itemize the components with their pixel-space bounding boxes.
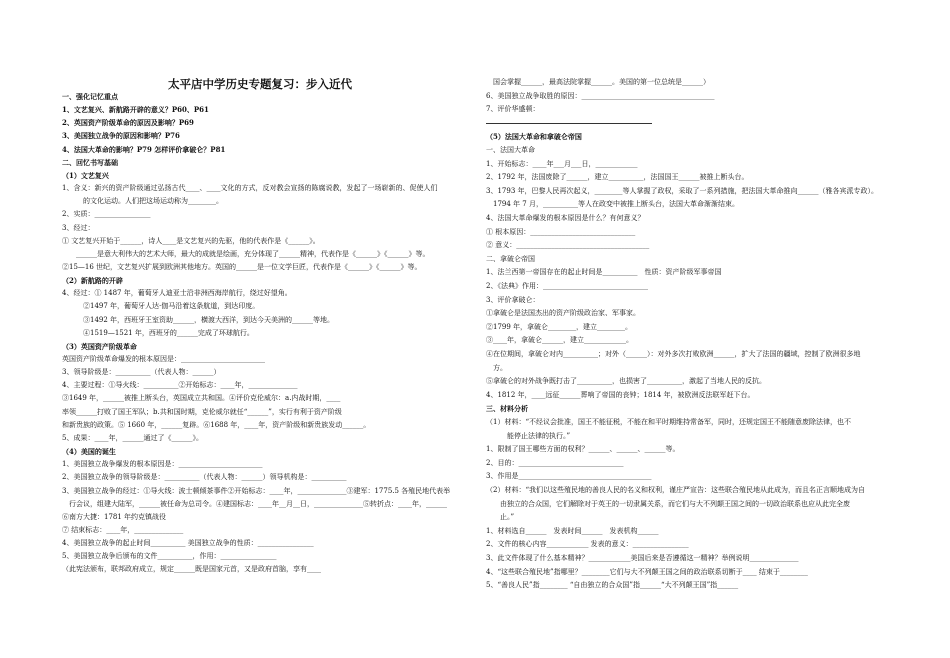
right-line: ②1799 年，拿破仑________，建立________。 <box>486 322 633 331</box>
left-line: 2、实质：________________ <box>62 210 151 219</box>
left-line: 1、含义：新兴的资产阶级通过弘扬古代____、____文化的方式，反对教会宣扬的陈腐说教，发起了一场崭新的、促使人们 <box>62 184 438 193</box>
left-line: ______是意大利伟大的艺术大师，最大的成就是绘画，充分体现了______精神，代表作是《______》《______》等。 <box>62 249 430 258</box>
left-line: 二、回忆书写基础 <box>62 157 118 167</box>
answer-underline <box>486 123 652 124</box>
right-line: 4、法国大革命爆发的根本原因是什么？有何意义？ <box>486 214 645 222</box>
right-line: （1）材料：“不经议会批准，国王不能征税，不能在和平时期维持常备军，同时，还规定国王不能随意废除法律，也不 <box>486 418 852 426</box>
left-line: ②15—16 世纪，文艺复兴扩展到欧洲其他地方。英国的______是一位文学巨匠，代表作是《______》《______》等。 <box>62 262 422 271</box>
left-line: 英国资产阶级革命爆发的根本原因是：________________________ <box>62 355 265 363</box>
left-line: ④1519—1521 年，西班牙的______完成了环球航行。 <box>62 328 254 337</box>
right-line: ② 意义：______________________________________ <box>486 241 650 250</box>
left-line: 3、美国独立战争的经过：①导火线：波士顿倾茶事件②开始标志：____年，______________③建军：1775.5 各殖民地代表举 <box>62 486 451 495</box>
right-line: 3、作用是______________________________________ <box>486 472 652 481</box>
right-line: 4、1812 年，____远征______葬响了帝国的丧钟；1814 年，被欧洲反法联军赶下台。 <box>486 390 755 399</box>
page-title: 太平店中学历史专题复习：步入近代 <box>168 77 352 91</box>
left-line: 4、美国独立战争的起止时间__________ 美国独立战争的性质：________________ <box>62 539 314 548</box>
right-line: 2、1792 年，法国废除了______，建立__________，法国国王______被推上断头台。 <box>486 173 749 182</box>
left-line: （4）美国的诞生 <box>62 447 116 457</box>
left-line: ③1649 年，______被推上断头台，英国成立共和国。④评价克伦威尔：a.内战时期，____ <box>62 394 341 403</box>
right-line: 3、1793 年，巴黎人民再次起义，________等人掌握了政权，采取了一系列措施，把法国大革命推向______（雅各宾派专政）。 <box>486 186 878 195</box>
right-line: ①拿破仑是法国杰出的资产阶级政治家、军事家。 <box>486 309 640 318</box>
left-line: 率领______打败了国王军队；b.共和国时期，克伦威尔就任“______”，实行有利于资产阶级 <box>62 407 342 416</box>
right-line: （2）材料：“我们以这些殖民地的善良人民的名义和权利，谨庄严宣告：这些联合殖民地从此成为，而且名正言顺地成为自 <box>486 486 866 494</box>
left-line: 3、经过： <box>62 223 95 232</box>
right-line: 三、材料分析 <box>486 404 528 414</box>
right-line: 能停止法律的执行。” <box>486 431 571 440</box>
right-line: 1、限制了国王哪些方面的权利？______、______、______等。 <box>486 445 680 454</box>
right-line: ① 根本原因：______________________________ <box>486 227 636 236</box>
right-line: 国会掌握______，最高法院掌握______。美国的第一位总统是______） <box>486 78 710 86</box>
right-line: 1794 年 7 月，__________等人在政变中被推上断头台，法国大革命渐渐结束。 <box>486 200 739 209</box>
left-line: 5、成果：____年，______通过了《______》。 <box>62 433 203 442</box>
left-line: ⑦ 结束标志：____年，______________ <box>62 525 184 534</box>
right-line: 方。 <box>486 363 507 372</box>
left-line: 的文化运动。人们把这场运动称为________。 <box>62 197 223 206</box>
right-line: （5）法国大革命和拿破仑帝国 <box>486 132 582 142</box>
right-line: 1、法兰西第一帝国存在的起止时间是__________ 性质：资产阶级军事帝国 <box>486 268 722 277</box>
left-line: （3）英国资产阶级革命 <box>62 341 137 351</box>
left-line: 一、强化记忆重点 <box>62 92 118 101</box>
left-line: 3、领导阶级是：__________（代表人物：______） <box>62 368 221 377</box>
left-line: ③1492 年，西班牙王室资助______，横渡大西洋，到达今天美洲的______等地。 <box>62 315 335 324</box>
left-line: 3、美国独立战争的原因和影响？P76 <box>62 131 180 141</box>
right-line: 1、开始标志：____年___月___日，____________ <box>486 159 638 168</box>
right-line: 止。” <box>486 513 515 522</box>
right-line: ③____年，拿破仑______，建立____________。 <box>486 336 633 345</box>
right-line: 2、文件的核心内容____________ 发表的意义：________________ <box>486 540 689 549</box>
right-line: 1、材料选自______ 发表时间______ 发表机构______ <box>486 526 659 535</box>
right-line: 6、美国独立战争取胜的原因：______________________________________ <box>486 91 715 100</box>
left-line: 4、经过：① 1487 年，葡萄牙人迪亚士沿非洲西海岸航行，绕过好望角。 <box>62 289 292 298</box>
right-line: ⑤拿破仑的对外战争既打击了__________，也损害了__________，激起了当地人民的反抗。 <box>486 377 766 386</box>
left-line: 1、美国独立战争爆发的根本原因是：________________________ <box>62 460 263 469</box>
right-line: 3、此文件体现了什么基本精神？____________美国后来是否遵循这一精神？举例说明______________ <box>486 554 799 562</box>
right-line: 由独立的合众国，它们解除对于英王的一切隶属关系，而它们与大不列颠王国之间的一切政治联系也应从此完全废 <box>486 499 850 508</box>
left-line: ⑥南方大捷：1781 年约克镇战役 <box>62 512 167 521</box>
left-line: 4、法国大革命的影响？P79 怎样评价拿破仑？P81 <box>62 144 226 154</box>
left-line: 2、英国资产阶级革命的原因及影响？P69 <box>62 118 194 128</box>
left-line: （2）新航路的开辟 <box>62 276 123 286</box>
left-line: ① 文艺复兴开始于______，诗人____是文艺复兴的先驱，他的代表作是《______》。 <box>62 236 320 245</box>
left-line: 2、美国独立战争的领导阶级是：__________（代表人物：______）领导机构是：__________ <box>62 473 347 482</box>
right-line: 2、目的：______________________________ <box>486 458 624 467</box>
right-line: 5、“善良人民”指________ “自由独立的合众国”指______“大不列颠王国”指______ <box>486 581 739 590</box>
left-line: 行会议，组建大陆军，______被任命为总司令。④建国标志：____年__月__日，______________⑤转折点：____年，______ <box>62 499 447 508</box>
right-line: 二、拿破仑帝国 <box>486 254 535 263</box>
right-line: 7、评价华盛顿： <box>486 105 540 114</box>
right-line: 2、《法典》作用：______________________________ <box>486 282 648 290</box>
right-line: 4、“这些联合殖民地”指哪里？________它们与大不列颠王国之间的政治联系切断于____ 结束于________ <box>486 567 808 576</box>
right-line: 一、法国大革命 <box>486 146 535 154</box>
left-line: （此宪法颁布，联邦政府成立，规定______既是国家元首，又是政府首脑，享有____ <box>62 565 321 574</box>
right-line: 3、评价拿破仑： <box>486 295 540 304</box>
right-line: ④在位期间，拿破仑对内__________；对外（______）：对外多次打败欧洲______，扩大了法国的疆域，控制了欧洲很多地 <box>486 350 861 358</box>
left-line: （1）文艺复兴 <box>62 170 109 180</box>
left-line: 5、美国独立战争后颁布的文件__________，作用：________________ <box>62 552 277 561</box>
left-line: 1、文艺复兴、新航路开辟的意义？P60、P61 <box>62 105 209 115</box>
left-line: 4、主要过程：①导火线：__________②开始标志：____年，______________ <box>62 381 298 390</box>
left-line: ②1497 年，葡萄牙人达·伽马沿着这条航道，到达印度。 <box>62 302 260 311</box>
left-line: 和新贵族的政策。⑤ 1660 年，______复辟。⑥1688 年，____年，资产阶级和新贵族发动______。 <box>62 420 371 429</box>
